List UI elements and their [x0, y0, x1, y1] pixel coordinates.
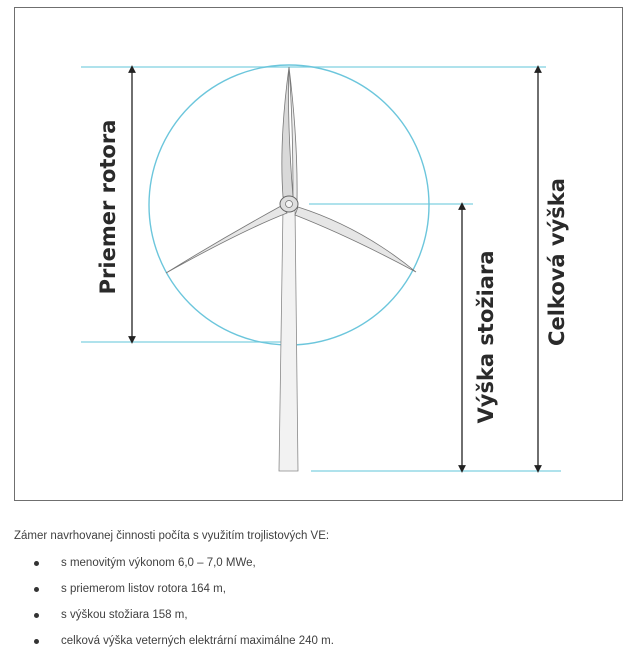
specification-list — [34, 550, 334, 654]
list-item — [34, 602, 334, 628]
hub-center — [286, 201, 293, 208]
label-rotor-diameter: Priemer rotora — [96, 119, 120, 295]
bullet-icon — [34, 639, 39, 644]
list-item — [34, 550, 334, 576]
turbine-diagram-frame — [14, 7, 623, 501]
intro-text: Zámer navrhovanej činnosti počíta s využitím trojlistových VE: — [14, 530, 330, 542]
bullet-icon — [34, 587, 39, 592]
list-item — [34, 628, 334, 654]
bullet-icon — [34, 561, 39, 566]
label-tower-height: Výška stožiara — [474, 250, 498, 424]
blade-left — [166, 206, 287, 273]
bullet-icon — [34, 613, 39, 618]
list-item-text: s menovitým výkonom 6,0 – 7,0 MWe, — [61, 557, 256, 569]
turbine-diagram — [15, 8, 624, 502]
list-item-text: s výškou stožiara 158 m, — [61, 609, 188, 621]
tower — [279, 207, 298, 471]
blade-right — [295, 207, 416, 272]
list-item — [34, 576, 334, 602]
list-item-text: s priemerom listov rotora 164 m, — [61, 583, 226, 595]
label-total-height: Celková výška — [545, 178, 569, 346]
list-item-text: celková výška veterných elektrární maximálne 240 m. — [61, 635, 334, 647]
